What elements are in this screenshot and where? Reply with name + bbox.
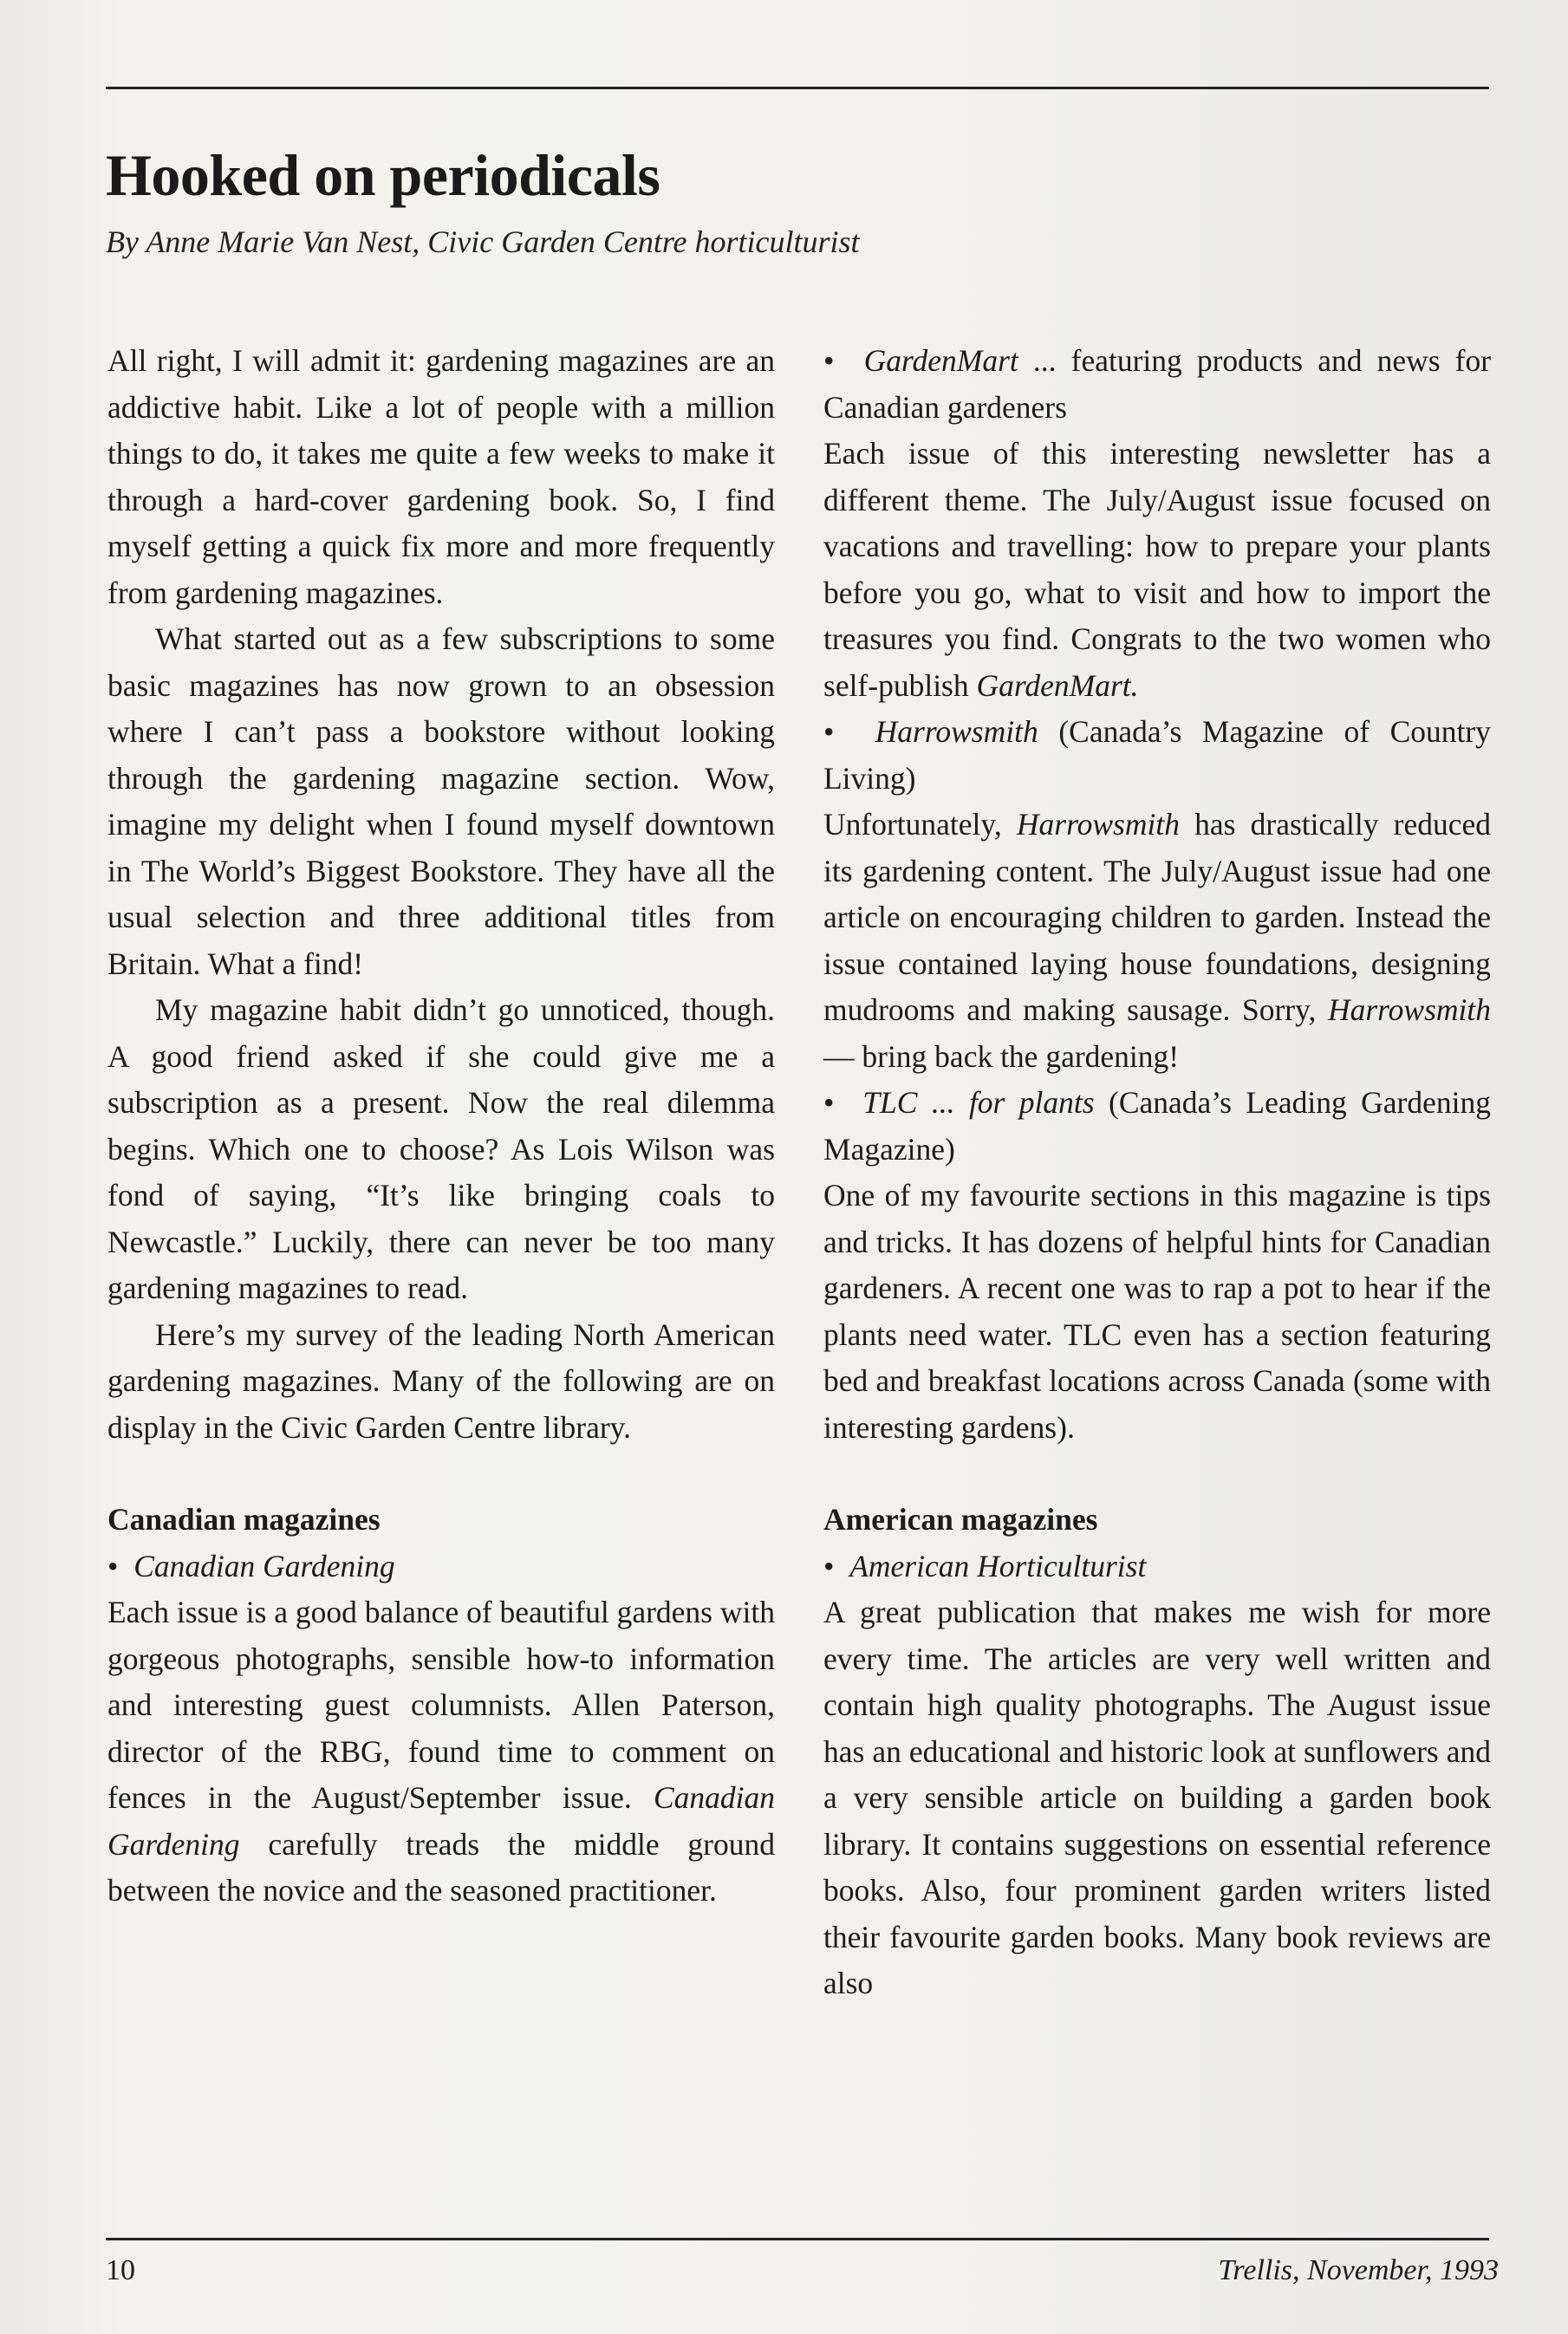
magazine-subtitle: (Canada’s Leading Gardening Magazine) <box>823 1085 1492 1167</box>
paragraph-3: My magazine habit didn’t go unnoticed, though. A good friend asked if she could give me a subscription as a present. Now the real dilemma begins. Which one to choose? As Lois Wilson was fond of saying, “It’s like bringing coals to Newcastle.” Luckily, there can never be too many gardening magazines to read. <box>107 992 775 1305</box>
paragraph-2: What started out as a few subscriptions to some basic magazines has now grown to an obsession where I can’t pass a bookstore without looking through the gardening magazine section. Wow, imagine my delight when I found myself downtown in The World’s Biggest Bookstore. They have all the usual selection and three additional titles from Britain. What a find! <box>107 621 775 981</box>
magazine-title: Canadian Gardening <box>133 1548 395 1583</box>
section-gap <box>823 1451 1491 1497</box>
entry-text-continued: carefully treads the middle ground between the novice and the seasoned practitioner. <box>107 1826 775 1908</box>
magazine-title: TLC ... for plants <box>862 1085 1095 1120</box>
entry-american-horticulturist-text: A great publication that makes me wish for more every time. The articles are very well written and contain high quality photographs. The August issue has an educational and historic look at sunflowers and a very sensible article on building a garden book library. It contains suggestions on essential reference books. Also, four prominent garden writers listed their favourite garden books. Many book reviews are also <box>823 1595 1491 2000</box>
magazine-title-inline: Canadian Gardening <box>107 1780 776 1862</box>
entry-text: has drastically reduced its gardening content. The July/August issue had one article on encouraging children to garden. Instead the issue contained laying house foundations, designing mudrooms and making sausage. Sorry, <box>823 807 1492 1027</box>
magazine-title: American Horticulturist <box>849 1548 1147 1583</box>
entry-text-continued: — bring back the gardening! <box>823 1038 1180 1074</box>
entry-tlc <box>823 1080 1491 1173</box>
entry-gardenmart <box>823 338 1491 431</box>
entry-tlc-text: One of my favourite sections in this magazine is tips and tricks. It has dozens of helpful hints for Canadian gardeners. A recent one was to rap a pot to hear if the plants need water. TLC even has a section featuring bed and breakfast locations across Canada (some with interesting gardens). <box>823 1178 1491 1445</box>
magazine-title-inline-2: Harrowsmith <box>1327 992 1492 1027</box>
entry-gardenmart-text <box>823 431 1491 709</box>
magazine-title: Harrowsmith <box>875 714 1038 749</box>
left-column <box>107 338 775 1915</box>
bullet: • <box>823 1548 835 1583</box>
article-byline: By Anne Marie Van Nest, Civic Garden Centre horticulturist <box>106 224 860 259</box>
right-column <box>823 338 1491 2007</box>
page-number: 10 <box>106 2254 135 2286</box>
magazine-subtitle: ... featuring products and news for Canadian gardeners <box>823 343 1492 425</box>
article-title: Hooked on periodicals <box>106 142 660 208</box>
entry-american-horticulturist <box>823 1544 1491 1590</box>
entry-canadian-gardening-text <box>107 1590 775 1915</box>
section-heading-canadian: Canadian magazines <box>107 1502 381 1537</box>
entry-text: Each issue of this interesting newsletter has a different theme. The July/August issue focused on vacations and travelling: how to prepare your plants before you go, what to visit and how to import the treasures you find. Congrats to the two women who self-publish <box>823 436 1491 703</box>
magazine-title-inline: GardenMart. <box>976 667 1139 703</box>
journal-citation: Trellis, November, 1993 <box>1218 2254 1499 2286</box>
entry-text-lead: Unfortunately, <box>823 807 1002 842</box>
entry-harrowsmith-text <box>823 802 1491 1080</box>
bottom-rule <box>106 2238 1489 2240</box>
bullet: • <box>823 714 835 749</box>
entry-harrowsmith <box>823 709 1491 802</box>
section-heading-american: American magazines <box>823 1502 1098 1537</box>
entry-text: Each issue is a good balance of beautiful gardens with gorgeous photographs, sensible how-to information and interesting guest columnists. Allen Paterson, director of the RBG, found time to comment on fences in the August/September issue. <box>107 1595 775 1815</box>
magazine-title-inline: Harrowsmith <box>1016 807 1180 842</box>
entry-canadian-gardening <box>107 1544 775 1590</box>
bullet: • <box>823 1085 835 1120</box>
top-rule <box>106 87 1489 89</box>
paragraph-4: Here’s my survey of the leading North American gardening magazines. Many of the following are on display in the Civic Garden Centre library. <box>107 1317 775 1445</box>
magazine-subtitle: (Canada’s Magazine of Country Living) <box>823 714 1491 796</box>
section-gap <box>107 1451 775 1497</box>
paragraph-1: All right, I will admit it: gardening magazines are an addictive habit. Like a lot of people with a million things to do, it takes me quite a few weeks to make it through a hard-cover gardening book. So, I find myself getting a quick fix more and more frequently from gardening magazines. <box>107 343 775 610</box>
bullet: • <box>107 1548 119 1583</box>
bullet: • <box>823 343 835 378</box>
magazine-title: GardenMart <box>863 343 1018 378</box>
